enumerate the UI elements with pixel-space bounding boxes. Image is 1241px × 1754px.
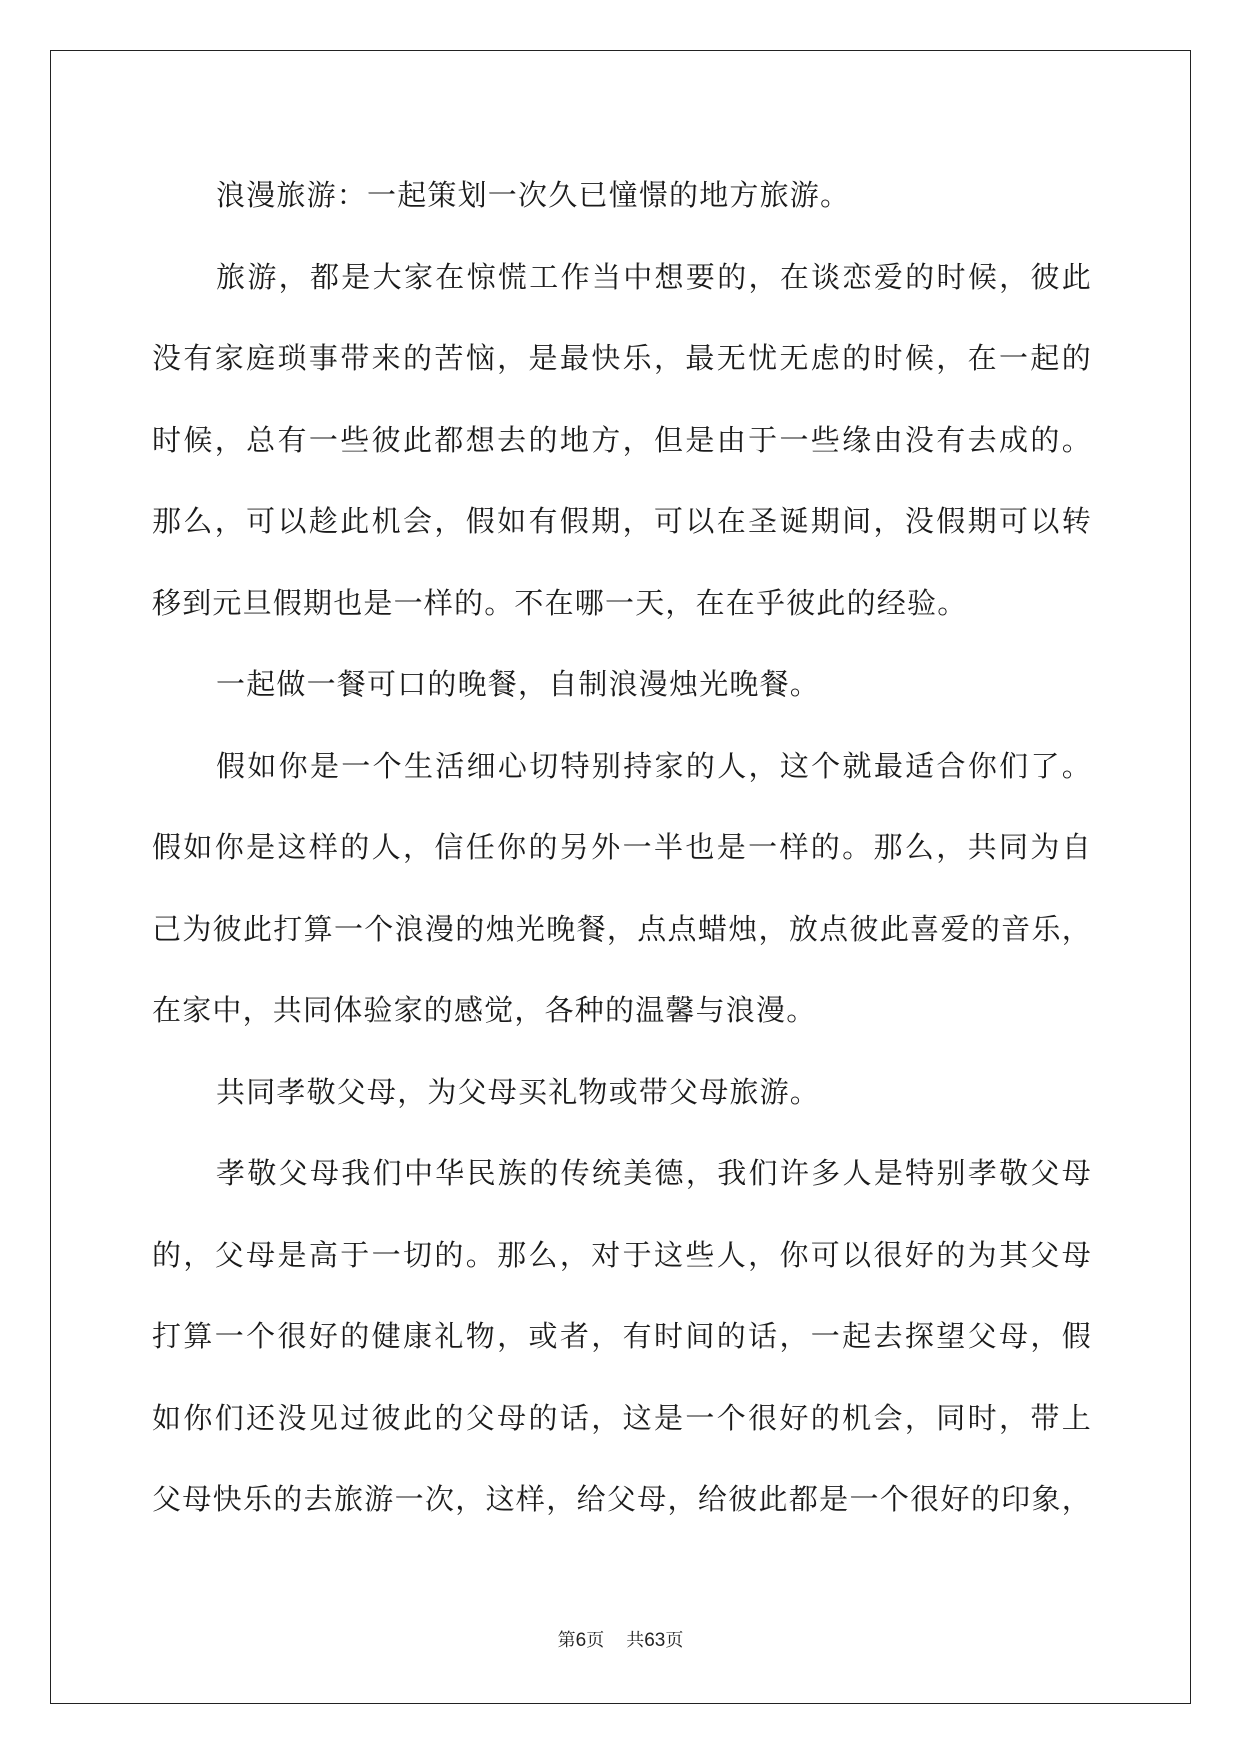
paragraph-line: 己为彼此打算一个浪漫的烛光晚餐，点点蜡烛，放点彼此喜爱的音乐， — [152, 911, 1092, 946]
paragraph-line: 假如你是这样的人，信任你的另外一半也是一样的。那么，共同为自 — [152, 830, 1092, 864]
page-footer — [0, 1626, 1241, 1652]
paragraph-line: 孝敬父母我们中华民族的传统美德，我们许多人是特别孝敬父母 — [216, 1156, 1092, 1190]
total-prefix: 共 — [626, 1630, 645, 1651]
paragraph-line: 那么，可以趁此机会，假如有假期，可以在圣诞期间，没假期可以转 — [152, 504, 1092, 538]
paragraph-line: 在家中，共同体验家的感觉，各种的温馨与浪漫。 — [152, 993, 817, 1027]
paragraph-line: 的，父母是高于一切的。那么，对于这些人，你可以很好的为其父母 — [152, 1237, 1092, 1272]
paragraph-line: 时候，总有一些彼此都想去的地方，但是由于一些缘由没有去成的。 — [152, 422, 1092, 457]
page-prefix: 第 — [557, 1630, 576, 1651]
paragraph-line: 一起做一餐可口的晚餐，自制浪漫烛光晚餐。 — [216, 667, 821, 701]
paragraph-line: 假如你是一个生活细心切特别持家的人，这个就最适合你们了。 — [216, 748, 1092, 783]
paragraph-line: 移到元旦假期也是一样的。不在哪一天，在在乎彼此的经验。 — [152, 585, 968, 620]
paragraph-line: 打算一个很好的健康礼物，或者，有时间的话，一起去探望父母，假 — [152, 1319, 1092, 1353]
total-suffix: 页 — [665, 1630, 684, 1651]
total-pages: 63 — [644, 1630, 666, 1651]
paragraph-line: 共同孝敬父母，为父母买礼物或带父母旅游。 — [216, 1074, 821, 1109]
page-suffix: 页 — [586, 1630, 605, 1651]
paragraph-line: 浪漫旅游：一起策划一次久已憧憬的地方旅游。 — [216, 178, 851, 212]
document-body — [152, 155, 1092, 1541]
paragraph-line: 父母快乐的去旅游一次，这样，给父母，给彼此都是一个很好的印象， — [152, 1482, 1092, 1516]
paragraph-line: 没有家庭琐事带来的苦恼，是最快乐，最无忧无虑的时候，在一起的 — [152, 341, 1092, 375]
page-number: 6 — [575, 1630, 587, 1651]
paragraph-line: 如你们还没见过彼此的父母的话，这是一个很好的机会，同时，带上 — [152, 1400, 1092, 1435]
paragraph-line: 旅游，都是大家在惊慌工作当中想要的，在谈恋爱的时候，彼此 — [216, 259, 1092, 294]
